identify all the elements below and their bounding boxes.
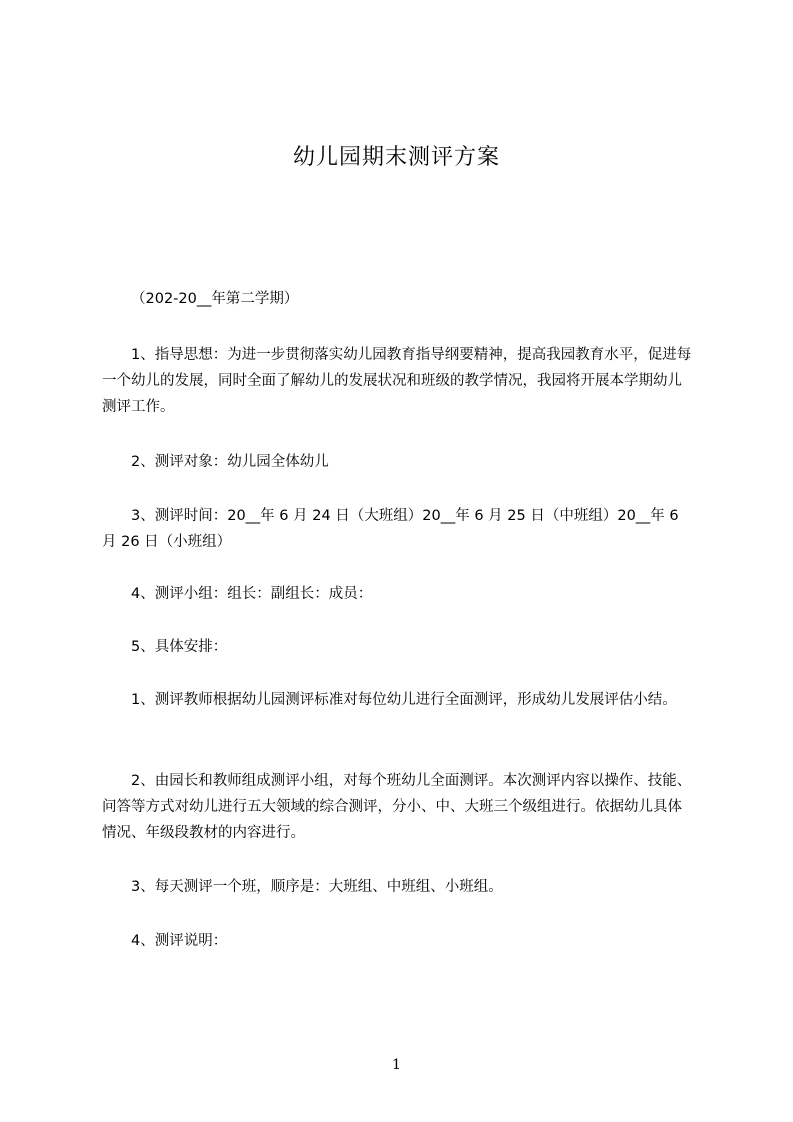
paragraph-evaluation-time: 3、测评时间：20__年 6 月 24 日（大班组）20__年 6 月 25 日（中班组）20__年 6 月 26 日（小班组）	[102, 508, 679, 550]
paragraph-guiding-principle: 1、指导思想：为进一步贯彻落实幼儿园教育指导纲要精神，提高我园教育水平，促进每一个幼儿的发展，同时全面了解幼儿的发展状况和班级的教学情况，我园将开展本学期幼儿测评工作。	[102, 347, 692, 415]
paragraph-arrangement-item-1: 1、测评教师根据幼儿园测评标准对每位幼儿进行全面测评，形成幼儿发展评估小结。	[131, 692, 677, 708]
paragraph-evaluation-target: 2、测评对象：幼儿园全体幼儿	[131, 454, 329, 470]
semester-line: （202-20__年第二学期）	[131, 291, 299, 307]
paragraph-arrangement-heading: 5、具体安排：	[131, 639, 228, 655]
paragraph-arrangement-item-4: 4、测评说明：	[131, 933, 228, 949]
paragraph-arrangement-item-2: 2、由园长和教师组成测评小组，对每个班幼儿全面测评。本次测评内容以操作、技能、问答等方式对幼儿进行五大领域的综合测评，分小、中、大班三个级组进行。依据幼儿具体情况、年级段教材的内容进行。	[102, 773, 692, 841]
document-title: 幼儿园期末测评方案	[292, 145, 500, 170]
paragraph-arrangement-item-3: 3、每天测评一个班，顺序是：大班组、中班组、小班组。	[131, 879, 503, 895]
page-number: 1	[392, 1057, 401, 1073]
paragraph-evaluation-group: 4、测评小组：组长：副组长：成员：	[131, 586, 373, 602]
